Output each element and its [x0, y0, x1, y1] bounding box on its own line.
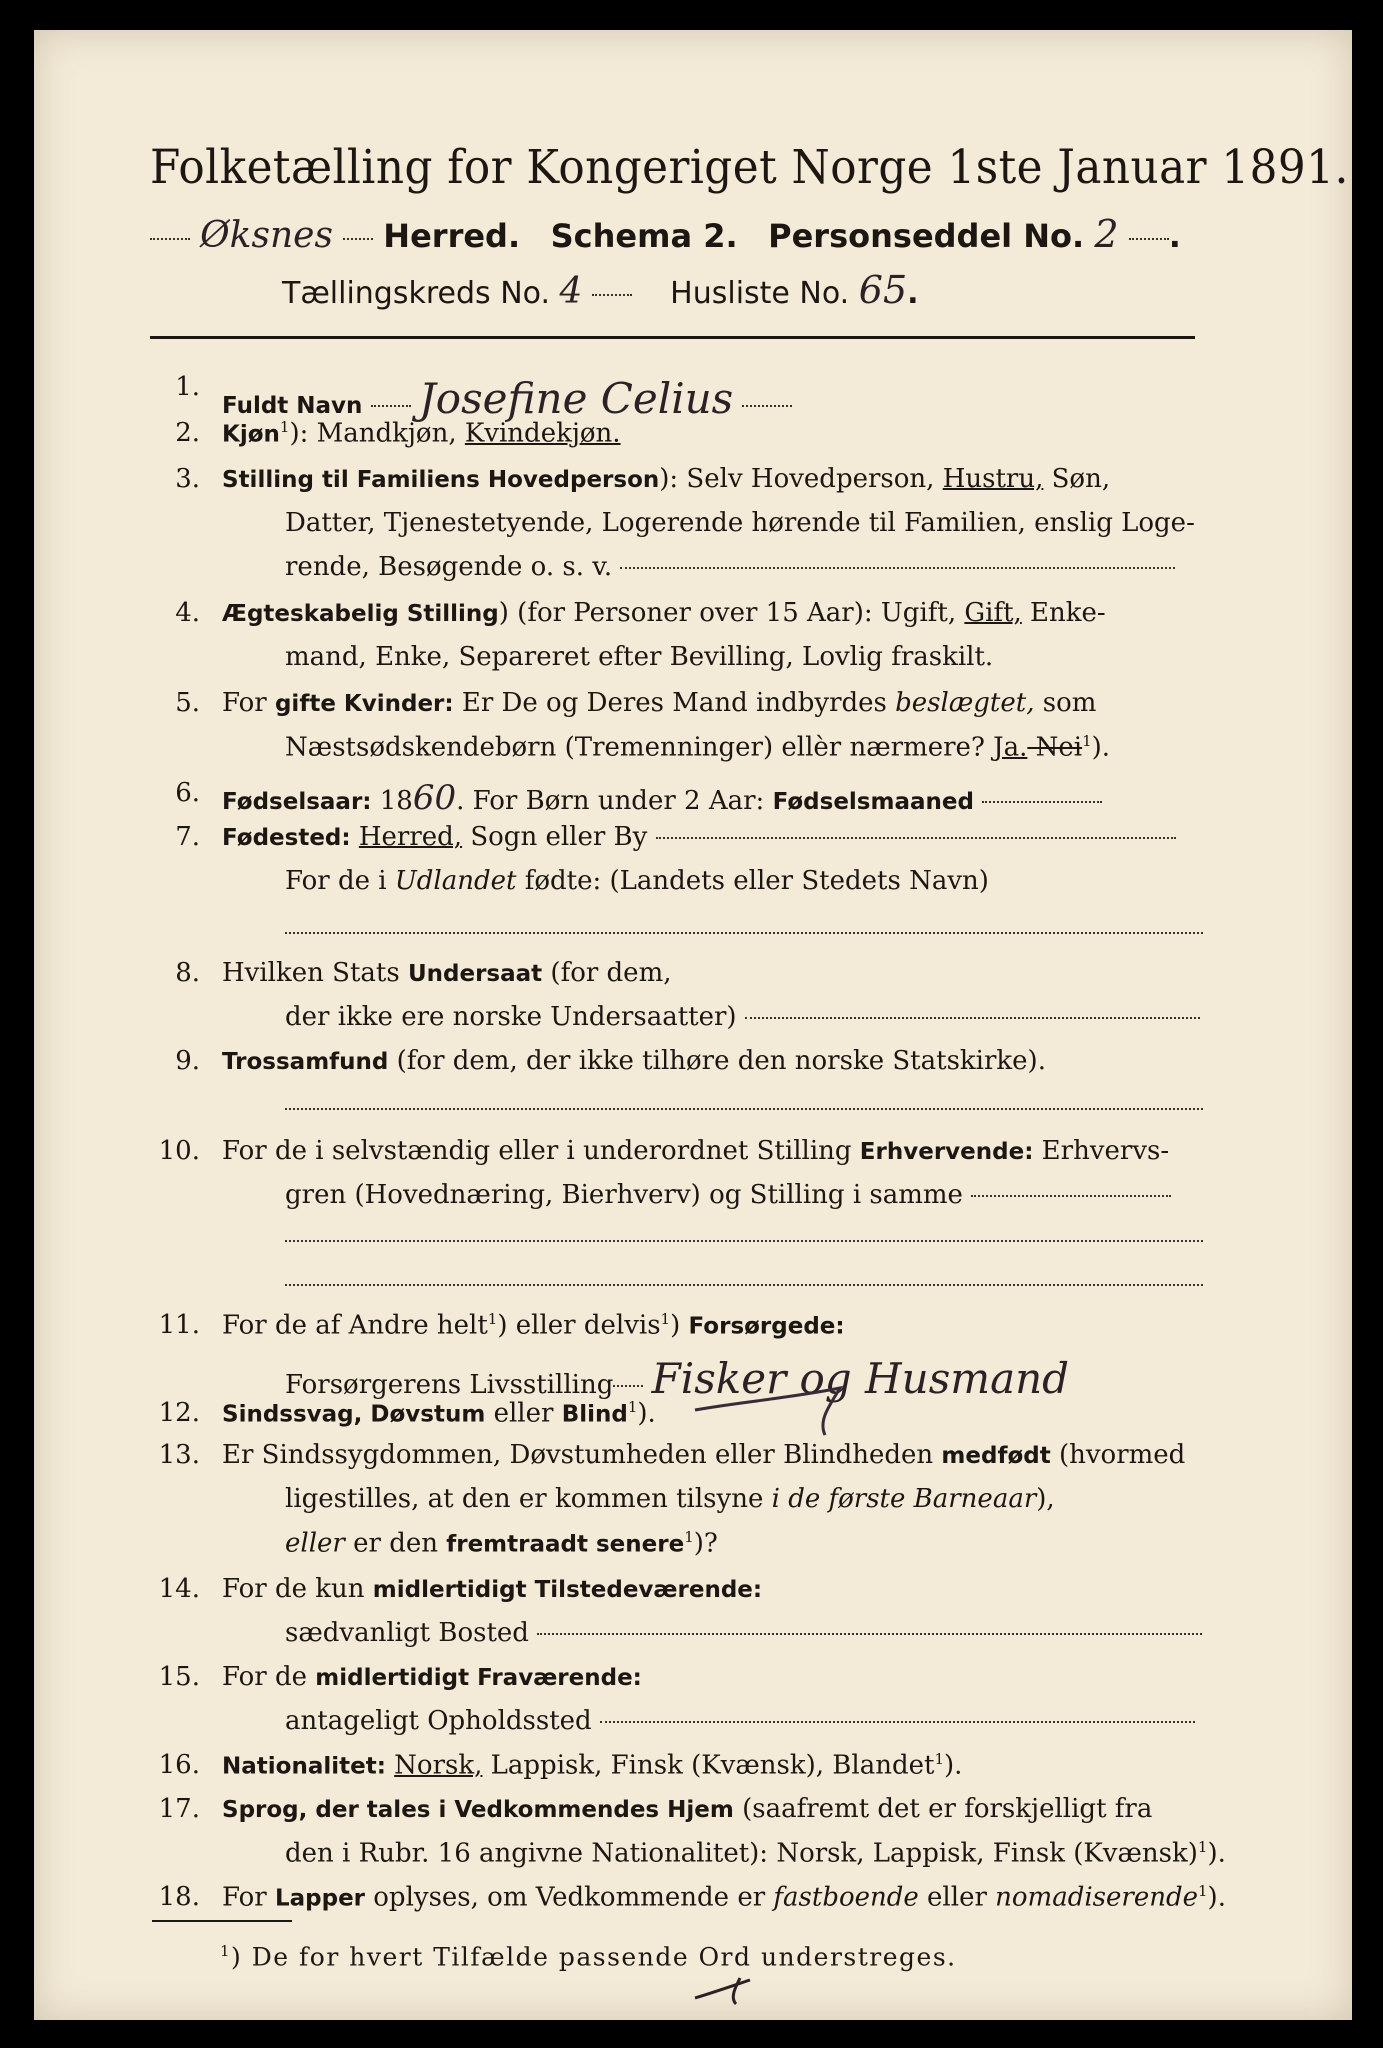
selected-option: Ja.: [993, 732, 1028, 763]
item-text: som: [1034, 688, 1097, 718]
item-text-italic: fastboende: [773, 1882, 919, 1913]
item-text: For de kun: [222, 1574, 373, 1604]
item-text: der ikke ere norske Undersaatter): [285, 1002, 737, 1032]
item-text: (for dem, der ikke tilhøre den norske Statskirke).: [388, 1046, 1046, 1076]
item-number: 8.: [175, 958, 200, 988]
item-text: rende, Besøgende o. s. v.: [285, 552, 613, 582]
item-text: eller: [485, 1398, 562, 1429]
item-text: For de: [222, 1662, 316, 1692]
item-13: [222, 1440, 1185, 1470]
item-text: ) eller delvis: [497, 1310, 661, 1341]
item-text: ).: [1207, 1882, 1226, 1913]
item-14: [222, 1574, 762, 1604]
item-text: (saafremt det er forskjelligt fra: [733, 1794, 1153, 1824]
item-8-line-2: [285, 1002, 1200, 1032]
item-17: [222, 1794, 1152, 1824]
item-number: 2.: [175, 418, 200, 448]
item-number: 4.: [175, 598, 200, 628]
item-text: gren (Hovednæring, Bierhverv) og Stilling i samme: [285, 1180, 963, 1210]
item-7-line-2: [285, 866, 989, 896]
item-label: Kjøn: [222, 421, 280, 448]
footnote-text: ) De for hvert Tilfælde passende Ord understreges.: [231, 1942, 957, 1972]
answer-line: [285, 1240, 1203, 1242]
item-17-line-2: den i Rubr. 16 angivne Nationalitet): Norsk, Lappisk, Finsk (Kvænsk)$^1$).: [285, 1838, 1226, 1869]
birth-year-handwritten: 60: [412, 778, 457, 818]
header-line-3: Tællingskreds No. 4 Husliste No. 65.: [282, 268, 919, 312]
item-1: [222, 374, 792, 423]
item-text: oplyses, om Vedkommende er: [365, 1882, 774, 1913]
schema-label: Schema 2.: [550, 217, 738, 255]
item-number: 17.: [158, 1794, 200, 1824]
item-text-italic: Udlandet: [394, 866, 517, 896]
item-label: Nationalitet:: [222, 1753, 386, 1780]
item-text: . For Børn under 2 Aar:: [456, 786, 773, 816]
item-text: For: [222, 688, 275, 718]
item-number: 10.: [158, 1136, 200, 1166]
selected-option: Hustru,: [942, 464, 1044, 494]
item-10: [222, 1136, 1169, 1166]
item-text: )?: [693, 1528, 718, 1559]
item-text: For: [222, 1882, 275, 1913]
item-text: Lappisk, Finsk (Kvænsk), Blandet: [482, 1750, 935, 1781]
item-number: 16.: [158, 1750, 200, 1780]
footnote-mark: 1: [279, 418, 290, 436]
item-text: ) (for Personer over 15 Aar): Ugift,: [498, 598, 965, 628]
item-label: midlertidigt Tilstedeværende:: [372, 1577, 763, 1603]
selected-option: Gift,: [964, 598, 1022, 628]
item-text-italic: nomadiserende: [995, 1882, 1198, 1913]
occupation-handwritten: Fisker og Husmand: [651, 1354, 1070, 1403]
answer-line: [285, 1284, 1203, 1286]
item-number: 3.: [175, 464, 200, 494]
item-label: Undersaat: [407, 961, 543, 987]
item-text: Hvilken Stats: [222, 958, 408, 988]
item-text: Datter, Tjenestetyende, Logerende hørende til Familien, enslig Loge-: [285, 508, 1195, 538]
item-11-line-2: [285, 1354, 1069, 1403]
item-number: 11.: [158, 1310, 200, 1340]
item-number: 12.: [158, 1398, 200, 1428]
item-text: ),: [1036, 1484, 1055, 1514]
item-text: For de af Andre helt: [222, 1310, 488, 1341]
item-label: Fødselsaar:: [222, 789, 372, 815]
item-10-line-2: [285, 1180, 1171, 1210]
item-4: [222, 598, 1106, 628]
item-label: Ægteskabelig Stilling: [222, 601, 499, 627]
herred-label: Herred.: [383, 217, 521, 255]
item-number: 18.: [158, 1882, 200, 1912]
header-rule: [150, 336, 1195, 339]
item-label: medfødt: [941, 1443, 1051, 1469]
item-text: antageligt Opholdssted: [285, 1706, 592, 1736]
item-text: mand, Enke, Separeret efter Bevilling, Lovlig fraskilt.: [285, 642, 994, 672]
footnote-mark: 1: [220, 1942, 232, 1960]
answer-line: [285, 1108, 1203, 1110]
item-12: Sindssvag, Døvstum eller Blind$^1$).: [222, 1398, 656, 1429]
husliste-label: Husliste No.: [670, 276, 850, 311]
item-label: Blind: [561, 1401, 628, 1428]
item-number: 9.: [175, 1046, 200, 1076]
item-text-italic: beslægtet,: [895, 688, 1035, 718]
item-text: Næstsødskendebørn (Tremenninger) ellèr nærmere?: [285, 732, 994, 763]
item-text: 18: [371, 786, 413, 816]
item-label: Stilling til Familiens Hovedperson: [222, 467, 660, 493]
item-number: 1.: [175, 372, 200, 402]
husliste-number: 65: [858, 268, 908, 312]
item-3-line-3: [285, 552, 1175, 582]
item-label: Lapper: [274, 1885, 366, 1912]
item-text: ).: [1207, 1838, 1226, 1869]
municipality-handwritten: Øksnes: [200, 215, 333, 256]
item-8: [222, 958, 671, 988]
full-name-handwritten: Josefine Celius: [418, 374, 734, 423]
handwritten-stroke: [690, 1380, 880, 1440]
item-7: [222, 822, 1176, 852]
item-text: den i Rubr. 16 angivne Nationalitet): Norsk, Lappisk, Finsk (Kvænsk): [285, 1838, 1198, 1869]
item-13-line-3: eller er den fremtraadt senere$^1$)?: [285, 1528, 718, 1559]
item-text: For de i selvstændig eller i underordnet Stilling: [222, 1136, 860, 1166]
item-18: For Lapper oplyses, om Vedkommende er fastboende eller nomadiserende$^1$).: [222, 1882, 1226, 1913]
item-label: fremtraadt senere: [446, 1531, 685, 1558]
item-text: Er Sindssygdommen, Døvstumheden eller Blindheden: [222, 1440, 942, 1470]
item-text: ): Mandkjøn,: [289, 418, 465, 449]
item-label: Erhvervende:: [859, 1139, 1034, 1165]
item-label: Fuldt Navn: [222, 393, 363, 419]
item-text: fødte: (Landets eller Stedets Navn): [516, 866, 989, 896]
item-16: Nationalitet: Norsk, Lappisk, Finsk (Kvænsk), Blandet$^1$).: [222, 1750, 963, 1781]
item-label: Sindssvag, Døvstum: [222, 1401, 486, 1428]
item-text: Er De og Deres Mand indbyrdes: [453, 688, 896, 718]
handwritten-mark: [690, 1970, 770, 2010]
item-text: Enke-: [1021, 598, 1106, 628]
kreds-label: Tællingskreds No.: [282, 276, 550, 311]
item-label: Sprog, der tales i Vedkommendes Hjem: [222, 1797, 734, 1823]
item-text: Søn,: [1043, 464, 1111, 494]
item-label: Trossamfund: [222, 1049, 389, 1075]
item-text-italic: eller: [285, 1528, 345, 1559]
item-text: sædvanligt Bosted: [285, 1618, 529, 1648]
item-text: (hvormed: [1050, 1440, 1186, 1470]
selected-option: Norsk,: [394, 1750, 483, 1781]
item-number: 5.: [175, 688, 200, 718]
item-text: (for dem,: [542, 958, 672, 988]
item-text-italic: i de første Barneaar: [771, 1484, 1037, 1514]
item-3: [222, 464, 1110, 494]
item-text: ): Selv Hovedperson,: [659, 464, 943, 494]
item-number: 15.: [158, 1662, 200, 1692]
item-6: [222, 778, 1102, 818]
item-number: 14.: [158, 1574, 200, 1604]
item-2: [222, 418, 621, 449]
footnote: [220, 1942, 957, 1971]
item-number: 13.: [158, 1440, 200, 1470]
item-number: 7.: [175, 822, 200, 852]
item-5: [222, 688, 1096, 718]
item-text: For de i: [285, 866, 395, 896]
item-text: ).: [1091, 732, 1111, 763]
item-text: ).: [637, 1398, 656, 1429]
item-9: [222, 1046, 1046, 1076]
item-text: ligestilles, at den er kommen tilsyne: [285, 1484, 772, 1514]
footnote-rule: [152, 1920, 292, 1922]
item-text: Erhvervs-: [1033, 1136, 1170, 1166]
item-14-line-2: [285, 1618, 1202, 1648]
answer-line: [285, 932, 1203, 934]
item-label: Fødselsmaaned: [772, 789, 974, 815]
personseddel-label: Personseddel No.: [768, 217, 1085, 255]
item-text: Forsørgerens Livsstilling: [285, 1370, 614, 1400]
struck-option: Nei: [1027, 732, 1083, 763]
item-text: er den: [344, 1528, 447, 1559]
item-text: Sogn eller By: [462, 822, 648, 852]
item-text: ).: [944, 1750, 963, 1781]
selected-option: Kvindekjøn.: [464, 418, 621, 449]
item-number: 6.: [175, 778, 200, 808]
personseddel-number: 2: [1094, 212, 1119, 256]
header-line-2: Øksnes Herred. Schema 2. Personseddel No. 2 .: [150, 212, 1181, 256]
item-label: Forsørgede:: [688, 1313, 845, 1340]
form-title: Folketælling for Kongeriget Norge 1ste Januar 1891.: [150, 140, 1349, 195]
item-5-line-2: Næstsødskendebørn (Tremenninger) ellèr nærmere? Ja. Nei$^1$).: [285, 732, 1111, 763]
item-text: eller: [918, 1882, 996, 1913]
item-15-line-2: [285, 1706, 1195, 1736]
selected-option: Herred,: [358, 822, 463, 852]
kreds-number: 4: [559, 271, 583, 312]
item-label: gifte Kvinder:: [274, 691, 454, 717]
item-13-line-2: [285, 1484, 1055, 1514]
item-label: Fødested:: [222, 825, 351, 851]
item-15: [222, 1662, 642, 1692]
item-label: midlertidigt Fraværende:: [315, 1665, 642, 1691]
item-11: For de af Andre helt$^1$) eller delvis$^1$) Forsørgede:: [222, 1310, 845, 1341]
